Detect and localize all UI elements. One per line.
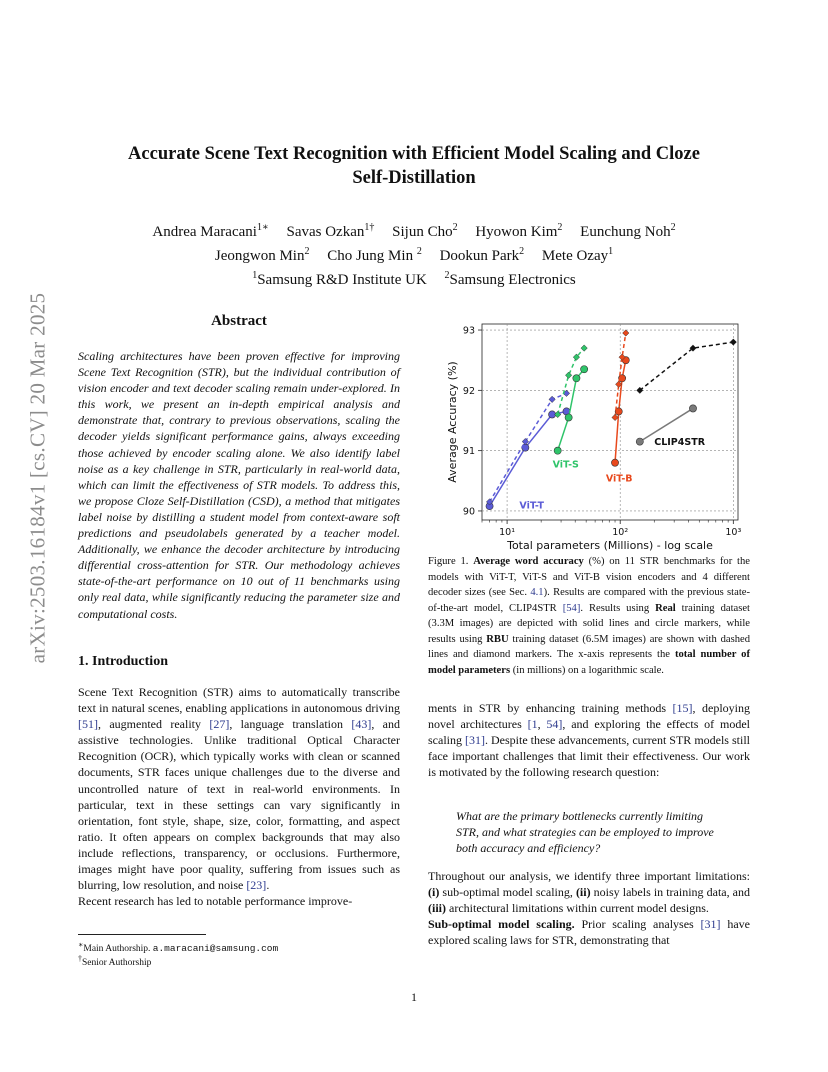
author-name: Savas Ozkan [286,224,365,240]
affiliation: Samsung Electronics [449,272,576,288]
citation-link[interactable]: [54] [562,602,581,614]
section-heading-introduction: 1. Introduction [78,654,168,669]
data-point-diamond [623,330,629,336]
author-name: Jeongwon Min [214,248,305,264]
author-affil-mark: 1∗ [256,222,269,233]
caption-text: training dataset (6.5M images) are shown with dashed lines and diamond markers. The x-axis represents the [428,633,750,660]
data-point-diamond [549,396,555,402]
data-point-diamond [581,345,587,351]
series-line [558,369,584,450]
author-name: Dookun Park [439,248,520,264]
footnote-mark: † [78,954,82,963]
footnote-text: Senior Authorship [81,958,152,969]
citation-link[interactable]: 54] [546,717,563,732]
author-affil-mark: 2 [452,222,458,233]
abstract-text: Scaling architectures have been proven effective for improving Scene Text Recognition (STR), but the individual contribution of vision encoder and text decoder scaling remain under-explored. In this work, we present an in-depth empirical analysis and demonstrate that, contrary to previous observations, scaling the decoder yields significant performance gains, always exceeding those achieved by encoder scaling alone. We also identify label noise as a key challenge in STR, particularly in real-world data, which can limit the effectiveness of STR models. To address this, we propose Cloze Self-Distillation (CSD), a method that mitigates label noise by distilling a student model from context-aware soft predictions and pseudolabels generated by a teacher model. Additionally, we enhance the decoder architecture by introducing differential cross-attention for STR. Our methodology achieves state-of-the-art performance on 10 out of 11 benchmarks using only real data, while significantly reducing the parameter size and computational costs. [78,349,400,621]
y-tick-label: 92 [462,385,475,397]
arxiv-identifier [26,278,50,678]
author-name: Mete Ozay [541,248,609,264]
enumeration-label: (ii) [575,885,591,900]
title-line-2: Self-Distillation [352,168,476,188]
body-text: noisy labels in training data, and [590,885,751,900]
paragraph-heading: Sub-optimal model scaling. [428,917,575,932]
data-point-circle [581,366,588,373]
footnote-2 [78,952,400,970]
data-point-circle [636,438,643,445]
author-name: Sijun Cho [392,224,453,240]
author-block [80,218,748,290]
series-label: ViT-T [519,500,544,512]
caption-text: training dataset (3.3M images) are depicted with solid lines and circle markers, while results using [428,602,750,645]
caption-text: ). Results are compared with the previous state-of-the-art model, CLIP4STR [428,587,750,614]
body-text: ments in STR by enhancing training methods [428,701,673,715]
body-text: Prior scaling analyses [574,917,701,932]
caption-bold: RBU [486,633,509,645]
figure-1-caption [428,554,750,678]
arxiv-id-text: arXiv:2503.16184v1 [cs.CV] 20 Mar 2025 [25,292,50,664]
footnote-text: Main Authorship. [83,944,153,955]
citation-link[interactable]: [31] [465,733,485,748]
data-point-circle [611,459,618,466]
series-line [640,342,734,390]
body-text: , and assistive technologies. Unlike traditional Optical Character Recognition (OCR), which typically works with clean or scanned documents, STR faces unique challenges due to the diverse and uncontrolled nature of text in real-world environments. In particular, text in these settings can vary significantly in orientation, font style, shape, size, color, formatting, and aspect ratio. It often appears on complex backgrounds that may also include reflections, transparency, or occlusions. Furthermore, images might have poor quality, suffering from issues such as blurring, low resolution, and noise [78,717,400,893]
footnote-divider [78,934,206,935]
series-label: CLIP4STR [654,437,706,449]
footnote-mark: ∗ [78,940,84,949]
author-affil-mark: 2 [519,246,525,257]
data-point-circle [554,447,561,454]
x-axis-label: Total parameters (Millions) - log scale [507,539,713,552]
page-number: 1 [411,990,417,1004]
citation-link[interactable]: [15] [672,701,693,715]
author-line-1 [80,218,748,242]
author-name: Cho Jung Min [327,248,414,264]
author-name: Andrea Maracani [152,224,257,240]
caption-bold: total number of model parameters [428,649,750,676]
data-point-diamond [612,414,618,420]
plot-frame [482,324,738,520]
y-tick-label: 93 [462,325,475,337]
body-text: . Despite these advancements, current STR models still face important challenges that limit their effectiveness. Our work is motivated by the following research question: [428,733,750,780]
affil-mark: 1 [252,270,258,281]
body-text: , language translation [229,717,352,732]
y-axis-label: Average Accuracy (%) [446,361,459,483]
body-text: , deploying novel architectures [428,701,751,732]
body-text: Throughout our analysis, we identify three important limitations: [428,869,750,883]
abstract-heading: Abstract [211,313,267,329]
affil-mark: 2 [444,270,450,281]
caption-text: . Results using [580,602,656,614]
author-email[interactable]: a.maracani@samsung.com [152,943,279,955]
body-text: , and exploring the effects of model scaling [428,717,750,748]
caption-bold: Real [655,602,676,614]
enumeration-label: (iii) [428,901,446,916]
data-point-diamond [565,372,571,378]
author-affil-mark: 2 [416,246,422,257]
citation-link[interactable]: [51] [78,717,98,732]
series-label: ViT-S [552,459,579,471]
body-text: Recent research has led to notable performance improve- [78,894,353,909]
research-question: What are the primary bottlenecks currently limiting STR, and what strategies can be employed to improve both accuracy and efficiency? [456,809,714,856]
author-name: Hyowon Kim [475,224,558,240]
data-point-diamond [730,339,736,345]
citation-link[interactable]: [27] [209,717,230,732]
body-text: architectural limitations within current model designs. [446,901,709,916]
x-tick-label: 10² [612,527,629,538]
author-line-2 [80,242,748,266]
paper-title [80,142,748,190]
y-tick-label: 90 [462,506,475,518]
citation-link[interactable]: [43] [351,717,372,732]
title-line-1: Accurate Scene Text Recognition with Efficient Model Scaling and Cloze [128,144,700,164]
citation-link[interactable]: [23] [246,878,267,893]
accuracy-vs-parameters-chart [426,316,752,552]
caption-text: (%) on 11 STR benchmarks for the models with ViT-T, ViT-S and ViT-B vision encoders and 4 different decoder sizes (see Sec. [428,556,750,598]
section-reference-link[interactable]: 4.1 [530,587,544,598]
caption-label: Figure 1. [428,556,474,567]
author-affil-mark: 1† [364,222,375,233]
introduction-text [78,684,400,909]
x-tick-label: 10¹ [499,527,516,538]
limitations-text [428,868,750,948]
body-text: Scene Text Recognition (STR) aims to automatically transcribe text in natural scenes, enabling applications in autonomous driving [78,685,400,716]
body-text: , augmented reality [98,717,210,732]
citation-link[interactable]: [31] [700,917,721,932]
author-name: Eunchung Noh [580,224,671,240]
right-column-text [428,700,750,780]
figure-1-chart [426,316,752,552]
body-text: sub-optimal model scaling, [439,885,576,900]
caption-bold: Average word accuracy [473,556,584,567]
affiliation: Samsung R&D Institute UK [257,272,427,288]
author-affil-mark: 1 [608,246,614,257]
caption-text: (in millions) on a logarithmic scale. [510,664,664,676]
y-tick-label: 91 [462,446,475,458]
x-tick-label: 10³ [725,527,742,538]
enumeration-label: (i) [428,885,440,900]
author-affil-mark: 2 [557,222,563,233]
data-point-circle [689,405,696,412]
author-affil-mark: 2 [304,246,310,257]
author-affil-mark: 2 [670,222,676,233]
citation-link[interactable]: [1 [527,717,538,732]
affiliations [80,266,748,290]
body-text: have explored scaling laws for STR, demonstrating that [428,917,750,948]
data-point-circle [573,375,580,382]
series-label: ViT-B [605,473,633,485]
data-point-circle [565,414,572,421]
body-text: , [537,717,547,732]
body-text: . [266,878,270,893]
